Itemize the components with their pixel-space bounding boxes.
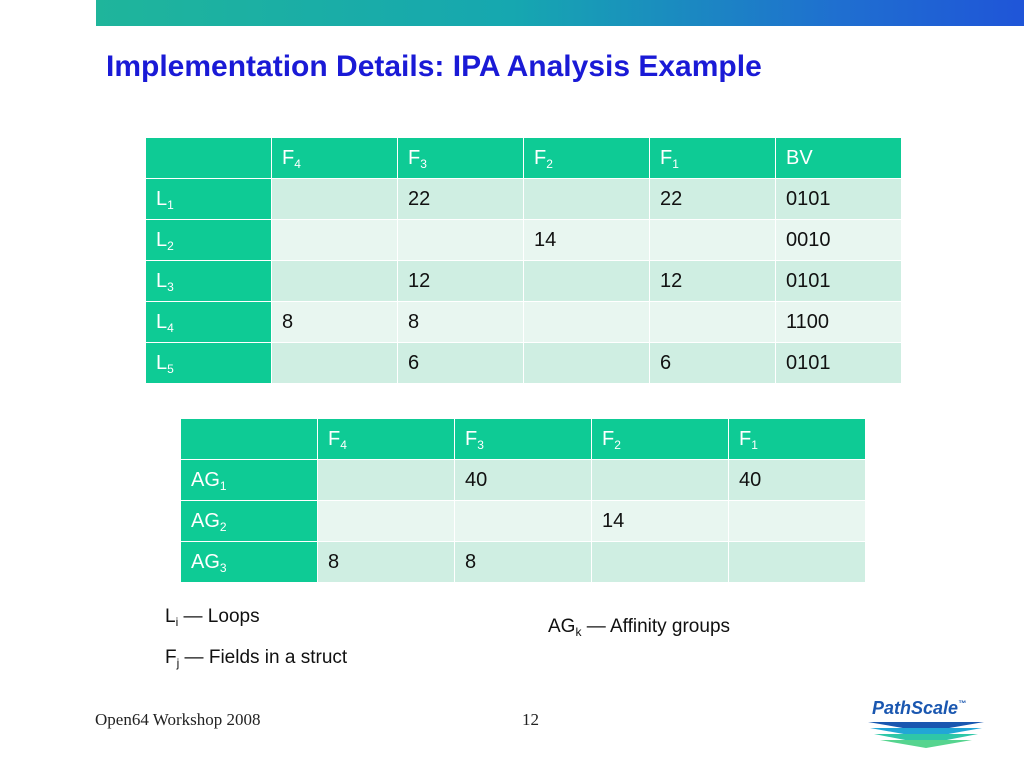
header-cell-f2: $F_2$ xyxy=(592,419,729,460)
table-cell: 0010 xyxy=(776,220,902,261)
table-cell xyxy=(272,343,398,384)
pathscale-logo xyxy=(866,692,990,750)
row-label-l1: $L_1$ xyxy=(146,179,272,220)
header-corner-cell xyxy=(146,138,272,179)
row-label-ag2: $AG_2$ xyxy=(181,501,318,542)
row-label-l2: $L_2$ xyxy=(146,220,272,261)
table-row xyxy=(181,501,866,542)
affinity-group-table xyxy=(180,418,866,583)
table-row xyxy=(181,542,866,583)
header-cell-f3: $F_3$ xyxy=(455,419,592,460)
table-cell: 0101 xyxy=(776,179,902,220)
table-cell xyxy=(455,501,592,542)
table-cell xyxy=(729,542,866,583)
table-row xyxy=(146,261,902,302)
table-row xyxy=(181,460,866,501)
table-cell: 14 xyxy=(592,501,729,542)
top-accent-bar xyxy=(96,0,1024,26)
slide-title: Implementation Details: IPA Analysis Example xyxy=(106,50,762,83)
table-cell: 22 xyxy=(398,179,524,220)
legend-affinity-groups: $AG_k$ — Affinity groups xyxy=(548,616,731,639)
table-row xyxy=(146,302,902,343)
table-cell xyxy=(524,179,650,220)
table-cell: 12 xyxy=(650,261,776,302)
row-label-ag3: $AG_3$ xyxy=(181,542,318,583)
table-cell: 0101 xyxy=(776,343,902,384)
table-cell xyxy=(272,220,398,261)
table-cell xyxy=(318,501,455,542)
table-cell: 40 xyxy=(455,460,592,501)
table-cell: 8 xyxy=(272,302,398,343)
header-cell-f4: $F_4$ xyxy=(272,138,398,179)
header-cell-f4: $F_4$ xyxy=(318,419,455,460)
table-cell xyxy=(650,302,776,343)
table-header-row xyxy=(181,419,866,460)
row-label-l5: $L_5$ xyxy=(146,343,272,384)
table-cell xyxy=(592,460,729,501)
row-label-ag1: $AG_1$ xyxy=(181,460,318,501)
page-number: 12 xyxy=(522,710,539,729)
header-cell-f1: $F_1$ xyxy=(650,138,776,179)
table-row xyxy=(146,220,902,261)
table-cell: 1100 xyxy=(776,302,902,343)
table-cell xyxy=(650,220,776,261)
table-row xyxy=(146,343,902,384)
table-cell: 6 xyxy=(398,343,524,384)
table-cell: 40 xyxy=(729,460,866,501)
legend-loops: $L_i$ — Loops xyxy=(165,606,260,629)
table-cell xyxy=(524,261,650,302)
loops-field-table xyxy=(145,137,902,384)
table-cell: 0101 xyxy=(776,261,902,302)
table-cell xyxy=(272,179,398,220)
table-cell: 22 xyxy=(650,179,776,220)
table-cell: 14 xyxy=(524,220,650,261)
table-row xyxy=(146,179,902,220)
table-cell xyxy=(592,542,729,583)
footer-event-name: Open64 Workshop 2008 xyxy=(95,710,261,729)
table-cell xyxy=(524,343,650,384)
table-cell xyxy=(398,220,524,261)
table-cell: 8 xyxy=(455,542,592,583)
header-cell-bv: BV xyxy=(776,138,902,179)
table-cell: 8 xyxy=(318,542,455,583)
table-cell xyxy=(272,261,398,302)
table-cell xyxy=(524,302,650,343)
table-cell: 12 xyxy=(398,261,524,302)
legend-fields: $F_j$ — Fields in a struct xyxy=(165,647,348,670)
header-cell-f2: $F_2$ xyxy=(524,138,650,179)
header-cell-f3: $F_3$ xyxy=(398,138,524,179)
table-header-row xyxy=(146,138,902,179)
row-label-l3: $L_3$ xyxy=(146,261,272,302)
header-corner-cell xyxy=(181,419,318,460)
header-cell-f1: $F_1$ xyxy=(729,419,866,460)
logo-wordmark: PathScale™ xyxy=(872,698,967,718)
table-cell: 8 xyxy=(398,302,524,343)
row-label-l4: $L_4$ xyxy=(146,302,272,343)
table-cell xyxy=(729,501,866,542)
table-cell: 6 xyxy=(650,343,776,384)
table-cell xyxy=(318,460,455,501)
